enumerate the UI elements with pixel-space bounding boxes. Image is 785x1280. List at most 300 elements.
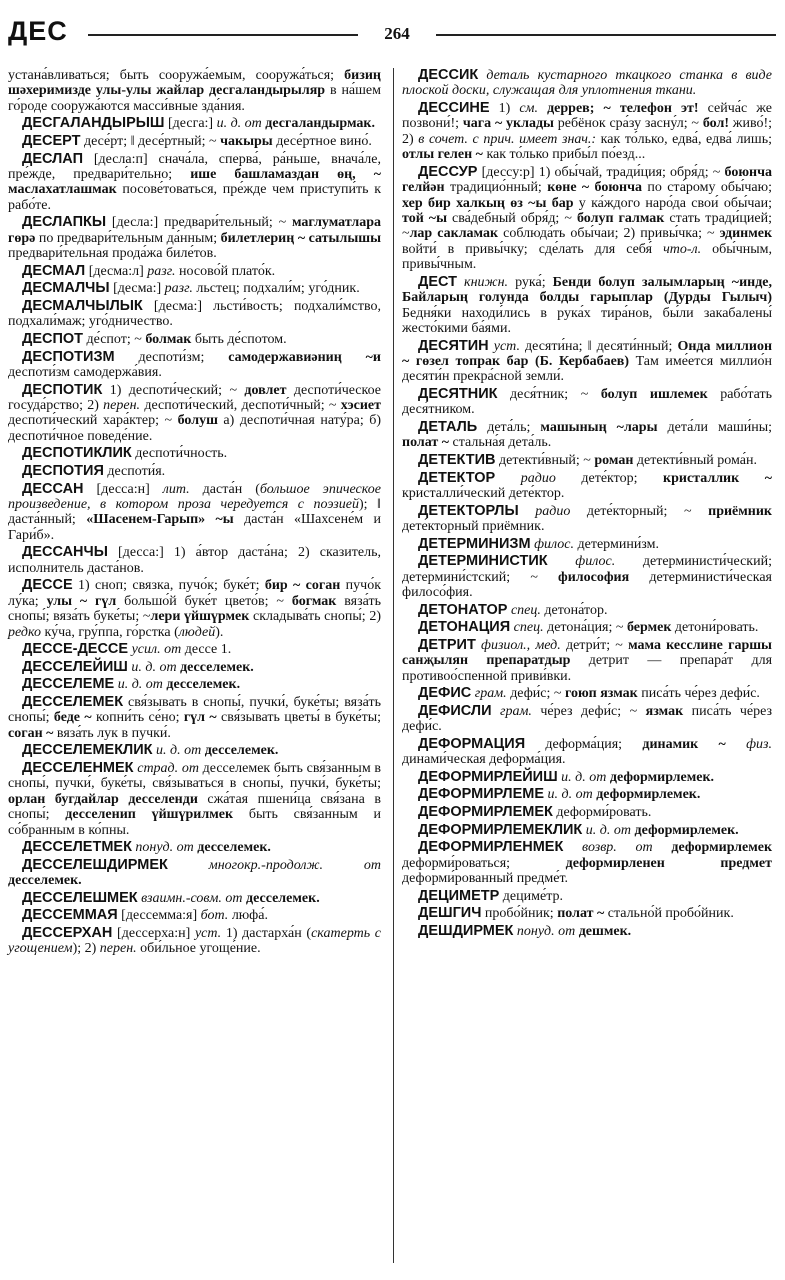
entry-headword: ДЕШГИЧ <box>418 905 482 922</box>
entry-headword: ДЕФИС <box>418 685 472 702</box>
entry-text: стать тради́цией; ~ <box>402 211 772 242</box>
entry-text: рабо́тать деся́тником. <box>402 387 772 418</box>
entry-example: болмак <box>145 332 192 347</box>
entry-text: деся́тник; ~ <box>497 387 601 403</box>
entry-label: см. <box>519 101 538 116</box>
entry-headword: ДЕФОРМАЦИЯ <box>418 735 526 752</box>
entry-label: деталь кустарного ткацкого станка в виде плоской доски, служащая для уплотнения ткани. <box>402 68 772 99</box>
entry-example: лери үйшүрмек <box>150 609 250 625</box>
entry-text: ); ‖ даста́нный; <box>8 497 381 528</box>
entry-label: лит. <box>162 481 190 497</box>
entry-example: роман <box>594 453 634 469</box>
entry-label: людей <box>178 624 216 640</box>
dictionary-entry <box>8 68 381 114</box>
entry-text: детерминисти́ческий; детермини́стский; ~ <box>402 554 772 585</box>
entry-text: динами́ческая деформа́ция. <box>402 752 566 768</box>
entry-text: деформи́рованный предме́т. <box>402 871 569 887</box>
entry-headword: ДЕТЕРМИНИСТИК <box>418 553 548 570</box>
entry-example: довлет <box>244 382 287 398</box>
entry-headword: ДЕТЕКТОР <box>418 469 496 486</box>
entry-example: язмак <box>645 703 684 719</box>
entry-headword: ДЕССЕЛЕШДИРМЕК <box>22 856 168 873</box>
entry-text: дета́ли маши́ны; <box>657 420 772 436</box>
entry-text: войти́ в привы́чку; сде́лать для себя́ <box>402 241 664 257</box>
entry-label: и. д. от <box>156 743 202 759</box>
dictionary-entry <box>402 686 772 701</box>
entry-text: деспоти́ческое госуда́рство; 2) <box>8 382 381 413</box>
entry-example: десселемек. <box>242 890 320 906</box>
entry-example: бизиң шәхеримизде улы-улы жайлар десгаландырыляр <box>8 68 381 99</box>
entry-text: [десса:н] <box>83 481 163 497</box>
entry-text: быть свя́занным и со́бранным в ко́пны. <box>8 807 381 838</box>
entry-text: дета́ль; <box>477 420 541 436</box>
entry-text: деспоти́зм; <box>114 349 229 365</box>
dictionary-entry <box>8 926 381 957</box>
entry-text: Бедня́ки находи́лись в рука́х тира́нов, бы́ли закабалены́ жесто́кими ба́ями. <box>402 305 772 337</box>
entry-text: 1) деспоти́ческий; ~ <box>102 382 245 398</box>
entry-example: машының ~лары <box>540 420 658 436</box>
dictionary-entry <box>402 805 772 820</box>
entry-label: большое эпическое произведение, в котором проза чередуется с поэзией <box>8 481 381 512</box>
entry-example: деформирленен предмет <box>565 855 772 871</box>
entry-text: оби́льное угоще́ние. <box>136 941 261 957</box>
entry-text: дециме́тр. <box>499 888 563 904</box>
entry-text: деспоти́чность. <box>131 446 228 462</box>
entry-text: 1) <box>489 101 520 116</box>
entry-text: даста́н «Шахсене́м и Гари́б». <box>8 512 382 543</box>
entry-headword: ДЕСЯТИН <box>418 337 489 354</box>
entry-example: лар сакламак <box>409 226 499 242</box>
dictionary-entry <box>8 908 381 923</box>
dictionary-entry <box>8 695 381 741</box>
entry-text: дете́кторный приёмник. <box>402 519 545 535</box>
entry-text: как то́лько прибы́л по́езд... <box>482 147 646 163</box>
entry-example: болуш <box>177 413 218 429</box>
entry-text: деспоти́зм самодержа́вия. <box>8 365 162 380</box>
entry-example: орлан бугдайлар десселенди <box>8 791 198 807</box>
dictionary-entry <box>8 545 381 576</box>
entry-label: и. д. от <box>117 677 163 693</box>
entry-label: книжн. <box>464 274 509 290</box>
entry-example: деформирлемек <box>652 840 773 856</box>
entry-text: копни́ть се́но; <box>91 710 184 726</box>
entry-example: самодержавиәниң ~и <box>228 349 381 365</box>
dictionary-entry <box>402 68 772 99</box>
entry-headword: ДЕСПОТИКЛИК <box>22 445 132 462</box>
entry-text: соблюда́ть обы́чаи; 2) привы́чка; ~ <box>498 226 720 242</box>
entry-text: [десма:] <box>109 281 165 297</box>
entry-headword: ДЕФОРМИРЛЕМЕК <box>418 804 553 821</box>
entry-headword: ДЕСЯТНИК <box>418 386 498 403</box>
dictionary-entry <box>8 264 381 279</box>
dictionary-entry <box>402 339 772 385</box>
entry-text: стальна́я дета́ль. <box>449 435 552 451</box>
dictionary-entry <box>8 743 381 758</box>
entry-example: деформирлемек. <box>592 787 701 803</box>
entry-headword: ДЕСМАЛЧЫЛЫК <box>22 298 143 314</box>
entry-text: детерминисти́ческая филосо́фия. <box>402 569 772 601</box>
dictionary-entry <box>8 152 381 214</box>
entry-headword: ДЕССЕЛЕМЕК <box>22 694 124 710</box>
entry-text: ку́ча, гру́ппа, го́рстка ( <box>40 624 179 640</box>
entry-text: стально́й пробо́йник. <box>604 906 734 922</box>
entry-text: деформи́ровать. <box>552 805 652 821</box>
entry-text: по предвари́тельным да́нным; <box>35 230 221 246</box>
dictionary-entry <box>8 677 381 692</box>
entry-text: детекти́вный; ~ <box>495 453 595 469</box>
entry-text: кристалли́ческий дете́ктор. <box>402 486 565 502</box>
entry-example: приёмник <box>708 503 772 519</box>
entry-text: деспоти́ческий хара́ктер; ~ <box>8 413 178 429</box>
entry-text: сва́дебный обря́д; ~ <box>447 211 577 227</box>
entry-example: десселемек. <box>8 873 82 889</box>
entry-example: билетлериң ~ сатылышы <box>220 230 381 246</box>
entry-headword: ДЕТЕКТИВ <box>418 452 496 469</box>
entry-label: усил. от <box>131 642 182 658</box>
entry-text: посове́товаться, пре́жде чем приступи́ть к рабо́те. <box>8 182 381 213</box>
entry-text: сейча́с же позвони́!; <box>402 101 772 132</box>
entry-label: грам. <box>474 686 507 702</box>
dictionary-entry <box>8 840 381 855</box>
dictionary-entry <box>402 704 772 735</box>
entry-label: и. д. от <box>131 659 177 675</box>
entry-example: той ~ы <box>402 211 447 227</box>
entry-text: свя́зывать в снопы́, пучки́, буке́ты; вяза́ть снопы́; <box>8 695 381 726</box>
entry-headword: ДЕТЕКТОРЛЫ <box>418 502 519 519</box>
entry-text: обы́чным, привы́чным. <box>402 241 772 273</box>
entry-headword: ДЕССАНЧЫ <box>22 544 108 561</box>
entry-headword: ДЕССАН <box>22 480 84 497</box>
dictionary-entry <box>402 737 772 768</box>
entry-label: редко <box>8 624 41 640</box>
dictionary-entry <box>402 537 772 552</box>
entry-text: [десма:л] <box>85 263 148 279</box>
dictionary-entry <box>8 891 381 906</box>
entry-example: отлы гелен ~ <box>402 147 483 163</box>
dictionary-entry <box>8 482 381 544</box>
entry-text: как то́лько, едва́, едва́ лишь; <box>596 131 772 147</box>
entry-example: болуп ишлемек <box>600 387 708 403</box>
entry-headword: ДЕССЕЛЕМЕКЛИК <box>22 742 153 759</box>
entry-headword: ДЕСМАЛ <box>22 262 86 279</box>
entry-example: болуп галмак <box>576 211 665 227</box>
entry-label: спец. <box>510 602 541 618</box>
entry-text <box>457 275 464 290</box>
dictionary-entry <box>8 446 381 461</box>
entry-example: полат ~ <box>402 435 450 451</box>
entry-example: Онда миллион ~ гөзел топрак бар (Б. Кербабаев) <box>402 338 773 370</box>
entry-text: носово́й плато́к. <box>175 263 276 279</box>
entry-text: [десла:п] снача́ла, сперва́, ра́ньше, внача́ле, пре́жде, предвари́тельно; <box>8 151 381 182</box>
entry-label: и. д. от <box>216 116 262 132</box>
dictionary-entry <box>402 554 772 600</box>
entry-example: гоюп язмак <box>564 686 638 702</box>
entry-text: десяти́на; ‖ десяти́нный; <box>519 338 678 354</box>
entry-text: [десса:] 1) а́втор даста́на; 2) сказитель, исполнитель даста́нов. <box>8 545 381 576</box>
entry-label: возвр. от <box>582 840 653 856</box>
page-header <box>8 16 776 52</box>
entry-text: писа́ть че́рез дефи́с. <box>402 703 773 735</box>
entry-headword: ДЕСПОТ <box>22 331 84 347</box>
entry-label: грам. <box>499 703 532 719</box>
entry-text: [дессу:р] 1) обы́чай, тради́ция; обря́д; ~ <box>477 164 725 180</box>
entry-example: эдинмек <box>719 226 773 242</box>
dictionary-entry <box>402 471 772 502</box>
running-head-word: ДЕС <box>8 16 68 46</box>
entry-label: многокр.-продолж. от <box>208 857 381 873</box>
entry-label: и. д. от <box>547 787 593 803</box>
dictionary-entry <box>402 823 772 838</box>
entry-example: деформирлемек. <box>631 822 739 838</box>
entry-text: ребёнок сра́зу засну́л; ~ <box>553 116 703 132</box>
entry-text: вяза́ть снопы́; вяза́ть буке́ты; ~ <box>8 593 382 625</box>
dictionary-entry <box>8 660 381 675</box>
entry-text: 1) дастарха́н ( <box>221 926 312 941</box>
entry-text: десселемек быть свя́занным в снопы́, пучки́, буке́ты, свя́зываться в снопы́, пучки́, буке́ты; <box>8 761 381 792</box>
dictionary-entry <box>8 116 381 131</box>
entry-label: понуд. от <box>135 840 194 856</box>
entry-example: динамик ~ <box>642 736 726 752</box>
entry-example: бол! <box>702 116 729 132</box>
entry-text: деспоти́я. <box>103 464 166 479</box>
entry-label: перен. <box>103 398 141 413</box>
entry-headword: ДЕССЕЛЕЙИШ <box>22 658 128 675</box>
entry-text: детекти́вный рома́н. <box>633 453 758 469</box>
entry-headword: ДЕССЕММАЯ <box>22 907 118 924</box>
dictionary-entry <box>402 101 772 163</box>
entry-headword: ДЕССИНЕ <box>418 100 490 116</box>
entry-text: в на́шем го́роде сооружа́ются масси́вные зда́ния. <box>8 83 381 114</box>
entry-example: хер бир халкың өз ~ы бар <box>402 195 574 211</box>
entry-text: вяза́ть лук в пучки́. <box>53 725 171 741</box>
entry-headword: ДЕТОНАТОР <box>418 601 508 618</box>
entry-text <box>519 504 536 519</box>
dictionary-entry <box>8 215 381 261</box>
entry-text <box>495 471 521 486</box>
dictionary-entry <box>402 275 772 337</box>
entry-headword: ДЕССЕЛЕТМЕК <box>22 839 132 856</box>
dictionary-entry <box>402 603 772 618</box>
entry-headword: ДЕТОНАЦИЯ <box>418 619 511 636</box>
entry-example: философия <box>558 569 630 585</box>
entry-example: көне ~ боюнча <box>547 180 642 196</box>
dictionary-entry <box>402 889 772 904</box>
entry-example: десселемек. <box>176 659 254 675</box>
entry-headword: ДЕСЛАПКЫ <box>22 214 107 231</box>
dictionary-entry <box>8 332 381 347</box>
entry-label: бот. <box>200 908 229 924</box>
entry-example: богмак <box>291 593 337 609</box>
dictionary-entry <box>402 165 772 273</box>
entry-headword: ДЕССЕ-ДЕССЕ <box>22 641 129 658</box>
entry-label: физиол., мед. <box>481 637 561 653</box>
dictionary-entry <box>8 299 381 330</box>
entry-label: понуд. от <box>516 923 576 939</box>
entry-label: разг. <box>147 263 176 279</box>
entry-text: сжа́тая пшени́ца свя́зана в снопы́; <box>8 791 381 823</box>
entry-example: деформирлемек. <box>606 769 715 785</box>
entry-text: складыва́ть снопы́; 2) <box>249 609 381 625</box>
entry-text <box>726 737 746 752</box>
entry-headword: ДЕССЕРХАН <box>22 925 113 941</box>
entry-text: предвари́тельная прода́жа биле́тов. <box>8 246 217 262</box>
entry-example: деррев; ~ телефон эт! <box>538 101 699 116</box>
entry-label: что-л. <box>663 241 702 257</box>
dictionary-entry <box>8 642 381 657</box>
entry-example: хэсиет <box>340 398 382 413</box>
entry-text: большо́й буке́т цвето́в; ~ <box>116 593 292 609</box>
entry-label: разг. <box>164 281 193 297</box>
entry-text: устана́вливаться; быть сооружа́емым, сооружа́ться; <box>8 68 345 83</box>
entry-example: «Шасенем-Гарып» ~ы <box>86 512 234 528</box>
dictionary-entry <box>402 924 772 939</box>
entry-text: десе́рт; ‖ десе́ртный; ~ <box>80 134 221 149</box>
entry-example: чакыры <box>220 134 273 149</box>
entry-text: пробо́йник; <box>481 906 558 922</box>
dictionary-entry <box>402 387 772 418</box>
entry-headword: ДЕФОРМИРЛЕНМЕК <box>418 839 564 856</box>
entry-headword: ДЕФОРМИРЛЕЙИШ <box>418 768 558 785</box>
entry-label: филос. <box>534 536 575 552</box>
entry-text <box>168 858 209 873</box>
dictionary-entry <box>8 578 381 640</box>
dictionary-entry <box>8 350 381 381</box>
entry-headword: ДЕСГАЛАНДЫРЫШ <box>22 115 165 132</box>
entry-text: дете́кторный; ~ <box>570 503 709 519</box>
entry-text: детона́ция; ~ <box>543 620 627 636</box>
entry-text: люфа́. <box>228 908 268 924</box>
dictionary-entry <box>402 638 772 684</box>
entry-text: льстец; подхали́м; уго́дник. <box>192 281 360 297</box>
entry-example: десгаландырмак. <box>261 116 375 132</box>
entry-text: дессе 1. <box>181 642 232 658</box>
entry-headword: ДЕШДИРМЕК <box>418 922 514 939</box>
entry-example: дешмек. <box>575 923 632 939</box>
entry-text: деформи́роваться; <box>402 855 566 871</box>
entry-headword: ДЕССЕЛЕНМЕК <box>22 760 134 776</box>
entry-text: детри́т; ~ <box>560 637 629 653</box>
dictionary-entry <box>402 906 772 921</box>
entry-text: а) деспоти́чная нату́ра; б) деспоти́чное поведе́ние. <box>8 413 382 444</box>
entry-label: радио <box>520 470 556 486</box>
entry-example: улы ~ гүл <box>46 593 117 609</box>
dictionary-entry <box>8 761 381 838</box>
entry-text: [десга:] <box>164 116 217 132</box>
header-rule-left <box>88 34 358 36</box>
entry-headword: ДЕССЕ <box>22 577 73 594</box>
entry-text: быть де́спотом. <box>191 332 287 347</box>
entry-example: ише башламаздан өң, ~ маслахатлашмак <box>8 167 381 198</box>
entry-example: соган ~ <box>8 725 54 741</box>
entry-text: дефи́с; ~ <box>506 686 565 702</box>
entry-example: боюнча гелйән <box>402 164 772 196</box>
entry-headword: ДЕСЕРТ <box>22 133 81 149</box>
entry-headword: ДЕССУР <box>418 163 478 180</box>
entry-example: бермек <box>626 620 672 636</box>
entry-headword: ДЕССЕЛЕШМЕК <box>22 889 138 906</box>
entry-label: уст. <box>493 338 520 354</box>
entry-text <box>492 704 500 719</box>
entry-headword: ДЕСТ <box>418 273 457 290</box>
entry-label: филос. <box>575 554 616 570</box>
entry-text: детрит — препара́т для противоо́спенной приви́вки. <box>402 653 773 684</box>
entry-label: и. д. от <box>585 822 631 838</box>
entry-example: мама кесслине гаршы санҗылян препаратдыр <box>402 637 772 669</box>
entry-headword: ДЕФИСЛИ <box>418 702 492 719</box>
entry-label: скатерть с угощением <box>8 926 381 957</box>
entry-example: десселемек. <box>193 840 271 856</box>
entry-example: маглуматлара гөрә <box>8 215 381 246</box>
left-column <box>8 68 381 959</box>
entry-headword: ДЕФОРМИРЛЕМЕ <box>418 786 544 803</box>
dictionary-entry <box>8 464 381 479</box>
dictionary-entry <box>402 787 772 802</box>
entry-label: радио <box>535 503 571 519</box>
entry-text: [дессемма:я] <box>117 908 201 924</box>
column-divider <box>393 68 394 1263</box>
entry-headword: ДЕФОРМИРЛЕМЕКЛИК <box>418 821 583 838</box>
right-column <box>402 68 772 941</box>
entry-text: дете́ктор; <box>555 470 664 486</box>
entry-text: че́рез дефи́с; ~ <box>531 703 646 719</box>
entry-text: ). <box>215 624 224 640</box>
entry-label: перен. <box>99 941 137 957</box>
entry-example: десселемек. <box>201 743 279 759</box>
entry-text: детермини́зм. <box>574 536 659 552</box>
entry-text: деспоти́ческий, деспоти́чный; ~ <box>140 398 341 413</box>
entry-example: гүл ~ <box>183 710 217 726</box>
entry-headword: ДЕСПОТИЗМ <box>22 348 115 365</box>
header-rule-right <box>436 34 776 36</box>
entry-headword: ДЕССИК <box>418 67 479 83</box>
entry-label: и. д. от <box>561 769 607 785</box>
dictionary-entry <box>8 281 381 296</box>
entry-text: деформа́ция; <box>525 736 643 752</box>
page-number: 264 <box>384 24 410 43</box>
entry-text: детона́тор. <box>540 602 608 618</box>
entry-text: даста́н ( <box>189 481 260 497</box>
entry-headword: ДЕСПОТИЯ <box>22 463 104 479</box>
entry-text: рука́; <box>508 274 553 290</box>
entry-headword: ДЕСПОТИК <box>22 381 103 398</box>
entry-example: десселемек. <box>162 677 241 693</box>
entry-label: спец. <box>513 620 544 636</box>
dictionary-entry <box>402 840 772 886</box>
entry-text: по ста́рому обы́чаю; <box>642 180 772 196</box>
entry-example: бир ~ соган <box>264 578 341 594</box>
dictionary-entry <box>402 420 772 451</box>
entry-headword: ДЕТАЛЬ <box>418 419 478 436</box>
entry-headword: ДЕССЕЛЕМЕ <box>22 676 115 693</box>
dictionary-entry <box>402 453 772 468</box>
entry-headword: ДЕЦИМЕТР <box>418 887 500 904</box>
entry-example: кристаллик ~ <box>663 470 772 486</box>
entry-label: уст. <box>194 926 222 941</box>
entry-text <box>548 554 576 569</box>
entry-label: страд. от <box>137 761 199 776</box>
dictionary-entry <box>402 770 772 785</box>
entry-text: [дессерха:н] <box>112 926 195 941</box>
dictionary-entry <box>402 620 772 635</box>
entry-text: пучо́к лу́ка; <box>8 578 381 609</box>
entry-text: детони́ровать. <box>671 620 759 636</box>
entry-headword: ДЕТРИТ <box>418 636 476 653</box>
entry-label: физ. <box>746 736 772 752</box>
entry-text: [десла:] предвари́тельный; ~ <box>106 215 292 231</box>
dictionary-entry <box>8 134 381 149</box>
entry-text: ); 2) <box>72 941 100 957</box>
entry-label: взаимн.-совм. от <box>141 890 243 906</box>
